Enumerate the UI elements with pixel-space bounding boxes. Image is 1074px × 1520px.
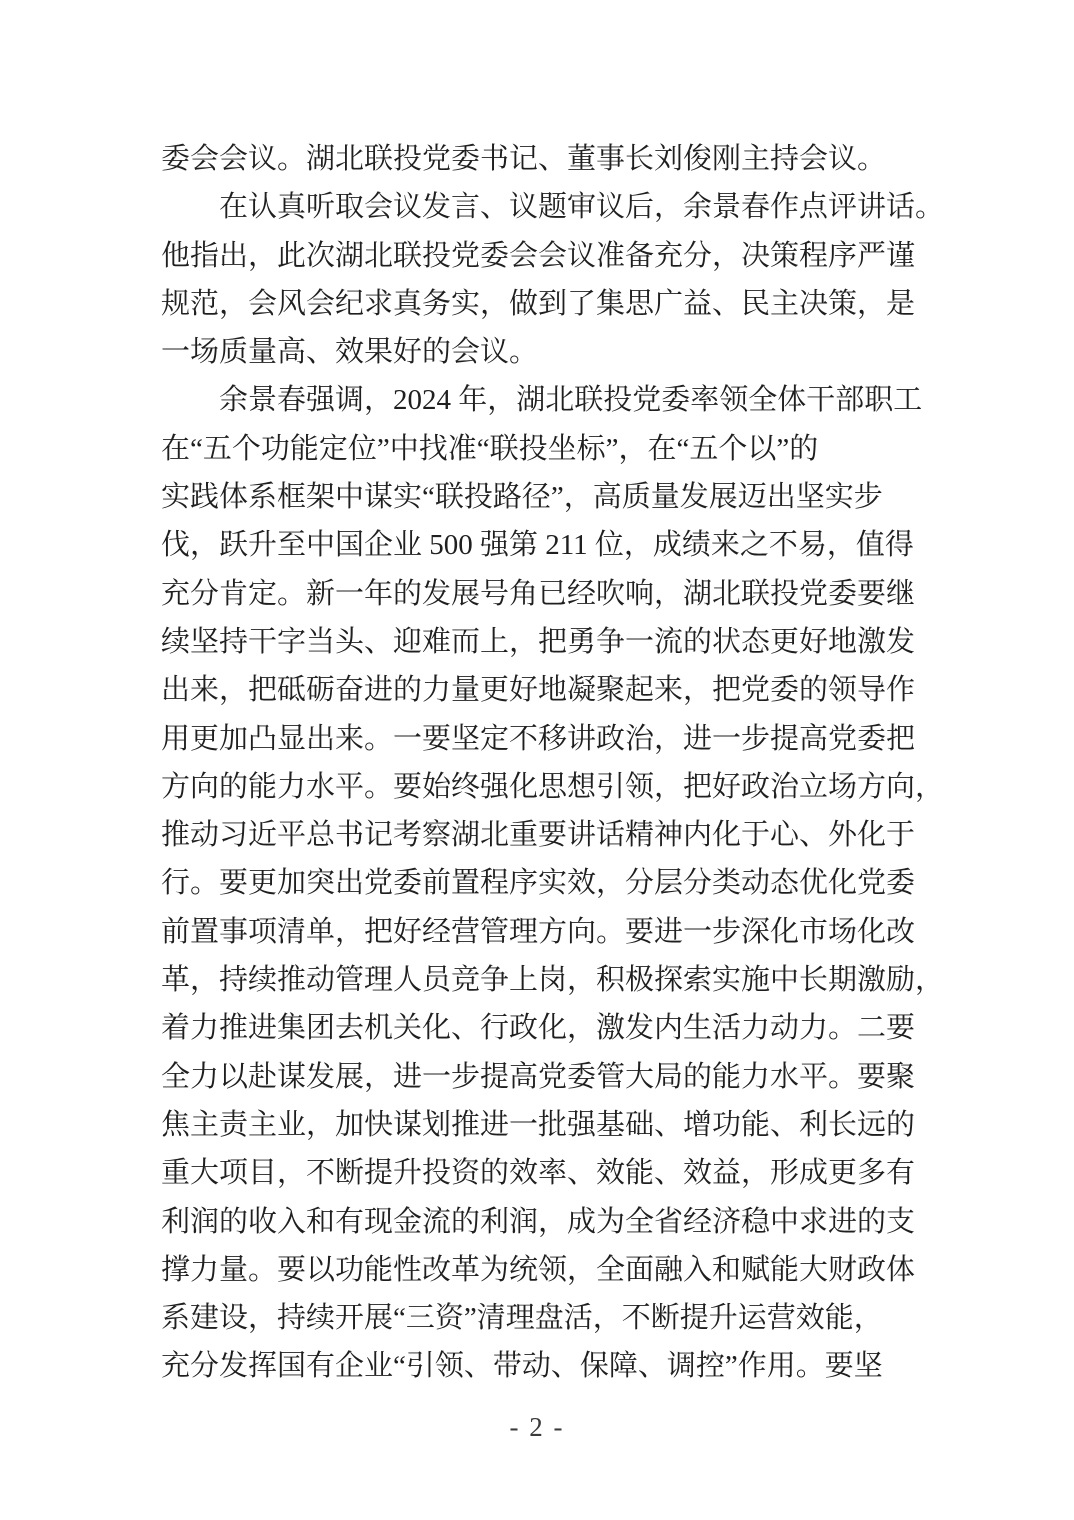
document-line: 他指出，此次湖北联投党委会会议准备充分，决策程序严谨 (161, 239, 916, 272)
document-line: 行。要更加突出党委前置程序实效，分层分类动态优化党委 (161, 867, 916, 900)
document-line: 余景春强调，2024 年，湖北联投党委率领全体干部职工 (219, 384, 923, 417)
document-line: 着力推进集团去机关化、行政化，激发内生活力动力。二要 (161, 1012, 916, 1045)
document-line: 实践体系框架中谋实“联投路径”，高质量发展迈出坚实步 (161, 481, 883, 514)
document-line: 出来，把砥砺奋进的力量更好地凝聚起来，把党委的领导作 (161, 674, 916, 707)
document-line: 充分肯定。新一年的发展号角已经吹响，湖北联投党委要继 (161, 577, 916, 610)
document-line: 用更加凸显出来。一要坚定不移讲政治，进一步提高党委把 (161, 722, 916, 755)
document-line: 续坚持干字当头、迎难而上，把勇争一流的状态更好地激发 (161, 625, 916, 658)
document-line: 委会会议。湖北联投党委书记、董事长刘俊刚主持会议。 (161, 143, 887, 175)
document-line: 重大项目，不断提升投资的效率、效能、效益，形成更多有 (161, 1157, 916, 1190)
document-line: 焦主责主业，加快谋划推进一批强基础、增功能、利长远的 (161, 1108, 916, 1141)
document-line: 方向的能力水平。要始终强化思想引领，把好政治立场方向， (161, 770, 945, 803)
document-line: 全力以赴谋发展，进一步提高党委管大局的能力水平。要聚 (161, 1060, 916, 1093)
document-body (161, 135, 945, 1391)
document-line: 伐，跃升至中国企业 500 强第 211 位，成绩来之不易，值得 (161, 529, 914, 562)
document-line: 在“五个功能定位”中找准“联投坐标”，在“五个以”的 (161, 432, 819, 465)
document-line: 规范，会风会纪求真务实，做到了集思广益、民主决策，是 (161, 287, 916, 320)
document-line: 一场质量高、效果好的会议。 (161, 336, 539, 369)
document-line: 革，持续推动管理人员竞争上岗，积极探索实施中长期激励， (161, 964, 945, 997)
document-line: 充分发挥国有企业“引领、带动、保障、调控”作用。要坚 (161, 1350, 883, 1383)
document-line: 前置事项清单，把好经营管理方向。要进一步深化市场化改 (161, 915, 916, 948)
document-line: 推动习近平总书记考察湖北重要讲话精神内化于心、外化于 (161, 819, 916, 852)
document-line: 利润的收入和有现金流的利润，成为全省经济稳中求进的支 (161, 1205, 916, 1238)
document-line: 撑力量。要以功能性改革为统领，全面融入和赋能大财政体 (161, 1253, 916, 1286)
page-number: - 2 - (509, 1412, 565, 1442)
document-line: 系建设，持续开展“三资”清理盘活，不断提升运营效能， (161, 1302, 883, 1335)
document-line: 在认真听取会议发言、议题审议后，余景春作点评讲话。 (219, 191, 945, 224)
